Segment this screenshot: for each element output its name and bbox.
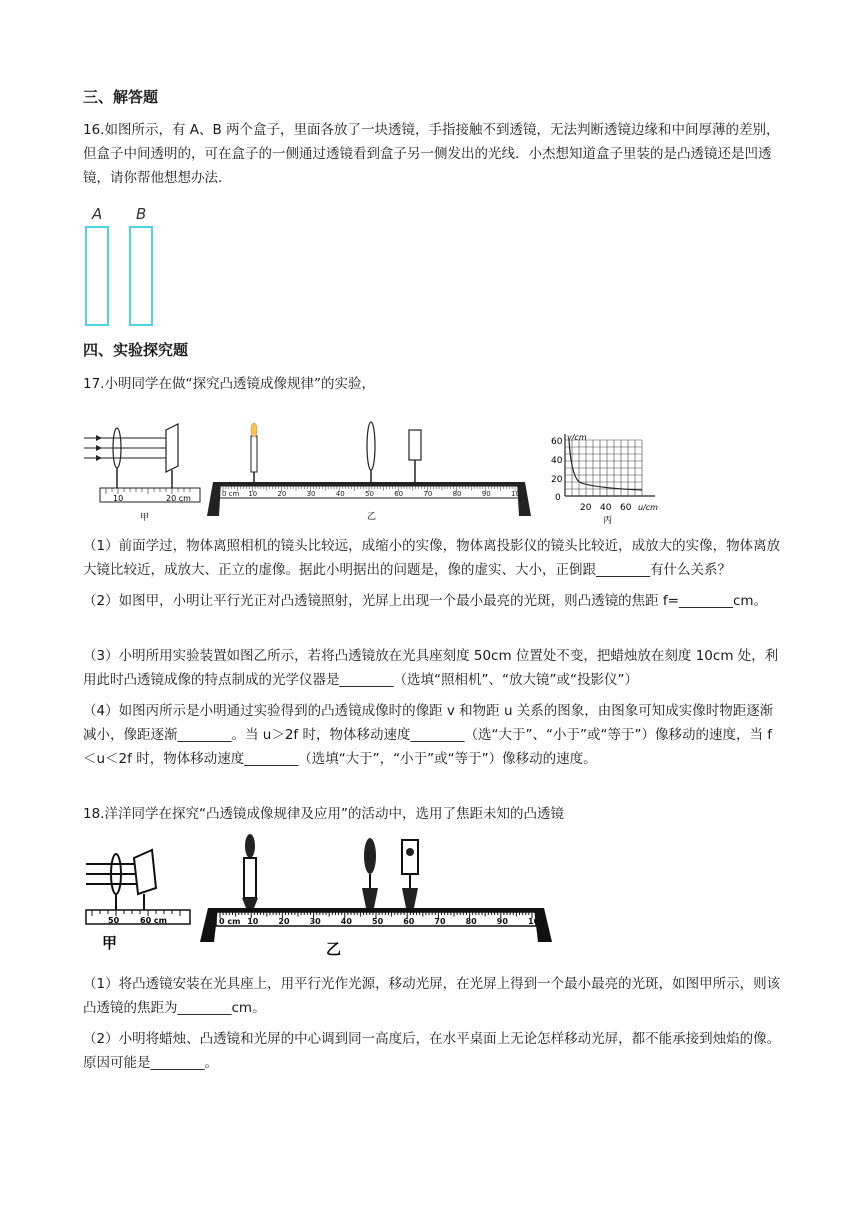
bing-ytick-3: 0 [555, 493, 561, 503]
bing-xtick-2: 60 [620, 503, 632, 513]
box-a-label: A [92, 205, 103, 223]
bing-ytick-1: 40 [551, 456, 563, 466]
q18-figure-jia [82, 832, 194, 958]
jia-tick-2: 20 cm [166, 494, 191, 503]
q17-yi-tick-label: 0 cm [222, 490, 240, 498]
jia-caption: 甲 [140, 513, 150, 523]
q18-yi-tick-label: 70 [434, 917, 446, 926]
bing-ylabel: v/cm [567, 433, 587, 442]
q17-yi-tick-label: 10 [248, 490, 258, 498]
q17-figure-yi [205, 418, 540, 523]
question-18-part-1: （1）将凸透镜安装在光具座上，用平行光作光源，移动光屏，在光屏上得到一个最小最亮的光斑，如图甲所示，则该凸透镜的焦距为________cm。 [83, 976, 781, 1016]
question-17-part-2: （2）如图甲，小明让平行光正对凸透镜照射，光屏上出现一个最小最亮的光斑，则凸透镜的焦距 f=________cm。 [83, 593, 768, 609]
q17-yi-tick-label: 30 [306, 490, 316, 498]
q18-yi-tick-label: 20 [278, 917, 290, 926]
q17-yi-tick-label: 50 [365, 490, 374, 498]
q17-figure-jia [82, 420, 202, 525]
q17-yi-tick-label: 70 [423, 490, 433, 498]
box-b-label: B [136, 205, 147, 223]
q18-jia-tick-2: 60 cm [140, 916, 167, 925]
question-18-intro: 18.洋洋同学在探究“凸透镜成像规律及应用”的活动中，选用了焦距未知的凸透镜 [83, 806, 564, 822]
q18-yi-caption: 乙 [326, 940, 342, 958]
q18-yi-tick-label: 30 [309, 917, 321, 926]
question-17-part-4: （4）如图丙所示是小明通过实验得到的凸透镜成像时的像距 v 和物距 u 关系的图象，由图象可知成实像时物距逐渐减小，像距逐渐________。当 u＞2f 时，物体移动速度________（选“大于”、“小于”或“等于”）像移动的速度，当 f＜u＜2f 时，物体移动速度________（选填“大于”，“小于”或“等于”）像移动的速度。 [83, 703, 774, 767]
q18-figure-yi [198, 832, 554, 958]
q18-yi-tick-label: 40 [340, 917, 352, 926]
bing-caption: 丙 [603, 516, 613, 526]
jia-tick-1: 10 [113, 494, 124, 503]
yi-caption: 乙 [367, 512, 377, 522]
question-16-text: 16.如图所示，有 A、B 两个盒子，里面各放了一块透镜，手指接触不到透镜，无法判断透镜边缘和中间厚薄的差别，但盒子中间透明的，可在盒子的一侧通过透镜看到盒子另一侧发出的光线．小杰想知道盒子里装的是凸透镜还是凹透镜，请你帮他想想办法． [83, 122, 780, 186]
q17-yi-tick-label: 90 [481, 490, 491, 498]
q17-yi-tick-label: 80 [452, 490, 462, 498]
bing-xtick-0: 20 [580, 503, 592, 513]
question-17-part-3: （3）小明所用实验装置如图乙所示，若将凸透镜放在光具座刻度 50cm 位置处不变，把蜡烛放在刻度 10cm 处，利用此时凸透镜成像的特点制成的光学仪器是________（选填“照相机”、“放大镜”或“投影仪”） [83, 648, 779, 688]
q18-jia-tick-1: 50 [108, 916, 120, 925]
q17-yi-tick-label: 100 [511, 490, 525, 498]
bing-xlabel: u/cm [638, 503, 658, 512]
section-3-title: 三、解答题 [83, 88, 159, 106]
q18-yi-tick-label: 60 [403, 917, 415, 926]
lens-boxes-figure [84, 203, 164, 329]
q18-yi-tick-label: 0 cm [219, 917, 241, 926]
q18-yi-tick-label: 100 [528, 917, 545, 926]
bing-ytick-2: 20 [551, 475, 563, 485]
q18-jia-caption: 甲 [102, 934, 118, 952]
q18-yi-tick-label: 10 [247, 917, 259, 926]
box-a [86, 227, 108, 325]
box-b [130, 227, 152, 325]
bing-ytick-0: 60 [551, 437, 563, 447]
q18-yi-tick-label: 80 [465, 917, 477, 926]
q17-figure-bing [545, 430, 675, 530]
question-18-part-2: （2）小明将蜡烛、凸透镜和光屏的中心调到同一高度后，在水平桌面上无论怎样移动光屏，都不能承接到烛焰的像。原因可能是________。 [83, 1031, 781, 1071]
question-17-intro: 17.小明同学在做“探究凸透镜成像规律”的实验， [83, 376, 375, 392]
section-4-title: 四、实验探究题 [83, 341, 189, 359]
q17-yi-tick-label: 40 [335, 490, 345, 498]
q18-yi-tick-label: 90 [496, 917, 508, 926]
bing-xtick-1: 40 [600, 503, 612, 513]
question-17-part-1: （1）前面学过，物体离照相机的镜头比较远，成缩小的实像，物体离投影仪的镜头比较近，成放大的实像，物体离放大镜比较近，成放大、正立的虚像。据此小明据出的问题是，像的虚实、大小，正倒跟________有什么关系？ [83, 538, 781, 578]
q18-yi-tick-label: 50 [372, 917, 384, 926]
q17-yi-tick-label: 20 [277, 490, 287, 498]
q17-yi-tick-label: 60 [394, 490, 404, 498]
